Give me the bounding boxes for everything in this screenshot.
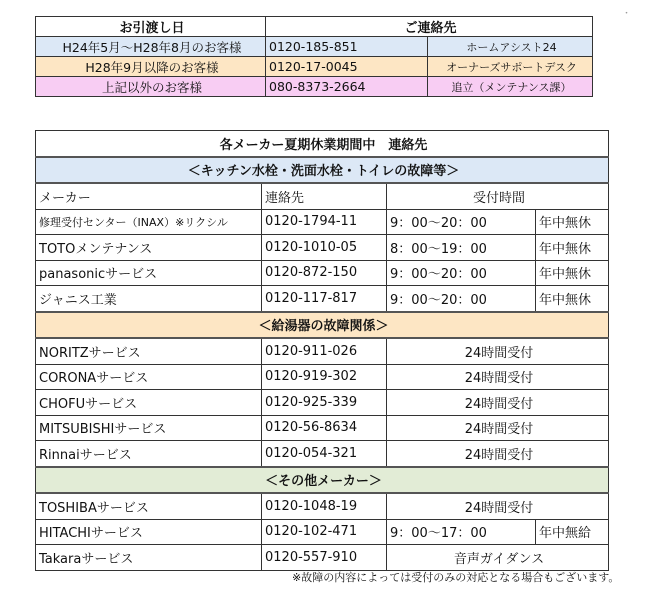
hours-cell: 24時間受付 [387, 364, 609, 390]
table-row [36, 77, 593, 97]
section-row [36, 157, 609, 184]
period-cell: H28年9月以降のお客様 [36, 57, 266, 77]
table-row [36, 519, 609, 545]
phone-cell: 0120-56-8634 [262, 415, 387, 441]
table-row [36, 415, 609, 441]
phone-cell: 0120-102-471 [262, 519, 387, 545]
table-row [36, 37, 593, 57]
phone-cell: 0120-911-026 [262, 338, 387, 364]
maker-cell: 修理受付センター（INAX）※リクシル [36, 209, 262, 235]
period-cell: 上記以外のお客様 [36, 77, 266, 97]
contact-name-cell: 追立（メンテナンス課） [428, 77, 593, 97]
hours-cell: 24時間受付 [387, 441, 609, 467]
corner-mark: ・ [622, 9, 632, 19]
period-cell: H24年5月～H28年8月のお客様 [36, 37, 266, 57]
hours-cell: 24時間受付 [387, 415, 609, 441]
hours-cell: 9：00～20：00 [387, 260, 536, 286]
maker-cell: TOTOメンテナンス [36, 235, 262, 261]
table-row [36, 338, 609, 364]
section-title-water-heater: ＜給湯器の故障関係＞ [36, 312, 609, 339]
header-delivery-date: お引渡し日 [36, 17, 266, 37]
hours-cell: 24時間受付 [387, 338, 609, 364]
table-row [36, 235, 609, 261]
hours-cell: 8：00～19：00 [387, 235, 536, 261]
table-row [36, 364, 609, 390]
phone-cell: 0120-17-0045 [266, 57, 428, 77]
section-row [36, 467, 609, 494]
phone-cell: 0120-1010-05 [262, 235, 387, 261]
table-row [36, 493, 609, 519]
hours-cell: 音声ガイダンス [387, 545, 609, 571]
delivery-contact-table [35, 16, 593, 97]
maker-cell: TOSHIBAサービス [36, 493, 262, 519]
phone-cell: 0120-117-817 [262, 286, 387, 312]
maker-cell: Rinnaiサービス [36, 441, 262, 467]
section-row [36, 312, 609, 339]
maker-cell: panasonicサービス [36, 260, 262, 286]
phone-cell: 0120-185-851 [266, 37, 428, 57]
phone-cell: 0120-557-910 [262, 545, 387, 571]
hours-cell: 24時間受付 [387, 493, 609, 519]
hours-cell: 24時間受付 [387, 390, 609, 416]
contact-name-cell: オーナーズサポートデスク [428, 57, 593, 77]
maker-cell: CHOFUサービス [36, 390, 262, 416]
table-row [36, 209, 609, 235]
maker-cell: CORONAサービス [36, 364, 262, 390]
note-cell: 年中無休 [536, 260, 609, 286]
hours-cell: 9：00～20：00 [387, 286, 536, 312]
column-header-hours: 受付時間 [387, 183, 609, 209]
table-row [36, 260, 609, 286]
table-row [36, 286, 609, 312]
phone-cell: 0120-872-150 [262, 260, 387, 286]
phone-cell: 0120-1794-11 [262, 209, 387, 235]
phone-cell: 0120-925-339 [262, 390, 387, 416]
maker-contact-table [35, 130, 609, 571]
table-title: 各メーカー夏期休業期間中 連絡先 [36, 131, 609, 157]
phone-cell: 080-8373-2664 [266, 77, 428, 97]
column-header-row [36, 183, 609, 209]
table-header-row [36, 17, 593, 37]
table-row [36, 441, 609, 467]
maker-cell: HITACHIサービス [36, 519, 262, 545]
note-cell: 年中無休 [536, 286, 609, 312]
section-title-other: ＜その他メーカー＞ [36, 467, 609, 494]
maker-cell: MITSUBISHIサービス [36, 415, 262, 441]
header-contact: ご連絡先 [266, 17, 593, 37]
column-header-contact: 連絡先 [262, 183, 387, 209]
contact-name-cell: ホームアシスト24 [428, 37, 593, 57]
column-header-maker: メーカー [36, 183, 262, 209]
maker-cell: Takaraサービス [36, 545, 262, 571]
table-row [36, 390, 609, 416]
table-row [36, 57, 593, 77]
phone-cell: 0120-054-321 [262, 441, 387, 467]
hours-cell: 9：00～17：00 [387, 519, 536, 545]
table-title-row [36, 131, 609, 157]
phone-cell: 0120-1048-19 [262, 493, 387, 519]
table-row [36, 545, 609, 571]
note-cell: 年中無休 [536, 209, 609, 235]
note-cell: 年中無休 [536, 235, 609, 261]
footnote: ※故障の内容によっては受付のみの対応となる場合もございます。 [292, 571, 620, 584]
section-title-kitchen: ＜キッチン水栓・洗面水栓・トイレの故障等＞ [36, 157, 609, 184]
phone-cell: 0120-919-302 [262, 364, 387, 390]
maker-cell: NORITZサービス [36, 338, 262, 364]
hours-cell: 9：00～20：00 [387, 209, 536, 235]
maker-cell: ジャニス工業 [36, 286, 262, 312]
note-cell: 年中無給 [536, 519, 609, 545]
